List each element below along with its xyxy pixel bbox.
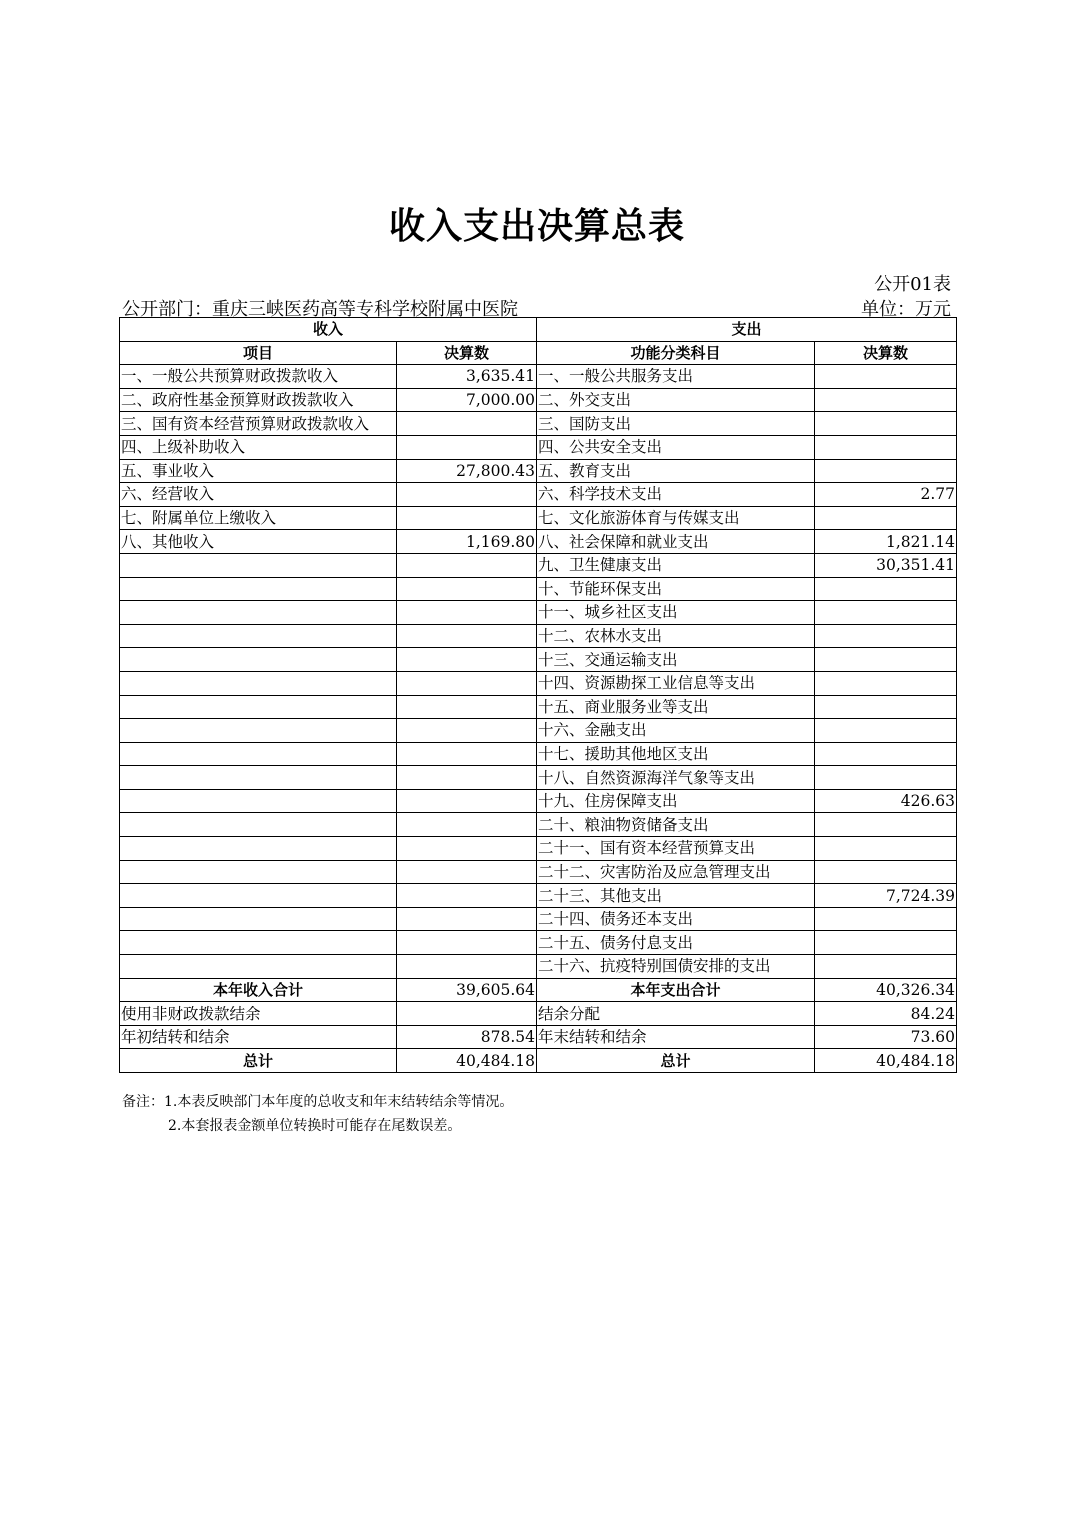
income-item-value bbox=[397, 719, 537, 743]
income-item-value bbox=[397, 648, 537, 672]
expense-item-value bbox=[815, 506, 957, 530]
income-item-label: 五、事业收入 bbox=[120, 459, 397, 483]
table-row bbox=[120, 601, 957, 625]
grand-total-value-right: 40,484.18 bbox=[815, 1049, 957, 1073]
annual-total-row bbox=[120, 978, 957, 1002]
income-item-label bbox=[120, 719, 397, 743]
begin-carryover-label: 年初结转和结余 bbox=[120, 1025, 397, 1049]
expense-item-label: 四、公共安全支出 bbox=[537, 435, 815, 459]
carryover-row bbox=[120, 1025, 957, 1049]
table-row bbox=[120, 624, 957, 648]
grand-total-row bbox=[120, 1049, 957, 1073]
table-row bbox=[120, 860, 957, 884]
table-row bbox=[120, 789, 957, 813]
expense-item-label: 十九、住房保障支出 bbox=[537, 789, 815, 813]
surplus-distribution-value: 84.24 bbox=[815, 1002, 957, 1026]
income-item-value bbox=[397, 553, 537, 577]
column-header-row bbox=[120, 341, 957, 365]
expense-item-value: 30,351.41 bbox=[815, 553, 957, 577]
expense-item-label: 九、卫生健康支出 bbox=[537, 553, 815, 577]
income-item-label bbox=[120, 884, 397, 908]
table-row bbox=[120, 435, 957, 459]
expense-item-value bbox=[815, 931, 957, 955]
expense-item-label: 十二、农林水支出 bbox=[537, 624, 815, 648]
expense-item-value bbox=[815, 695, 957, 719]
income-item-value bbox=[397, 837, 537, 861]
expense-item-value bbox=[815, 955, 957, 979]
grand-total-value-left: 40,484.18 bbox=[397, 1049, 537, 1073]
table-row bbox=[120, 766, 957, 790]
table-row bbox=[120, 671, 957, 695]
table-row bbox=[120, 813, 957, 837]
nonfiscal-row bbox=[120, 1002, 957, 1026]
expense-item-value bbox=[815, 671, 957, 695]
section-header-row bbox=[120, 318, 957, 342]
income-item-label: 七、附属单位上缴收入 bbox=[120, 506, 397, 530]
expense-item-value: 2.77 bbox=[815, 483, 957, 507]
income-item-value bbox=[397, 695, 537, 719]
income-item-label bbox=[120, 931, 397, 955]
expense-item-value bbox=[815, 412, 957, 436]
income-item-label bbox=[120, 624, 397, 648]
income-item-value bbox=[397, 860, 537, 884]
income-item-label: 八、其他收入 bbox=[120, 530, 397, 554]
income-item-label: 一、一般公共预算财政拨款收入 bbox=[120, 365, 397, 389]
income-item-label bbox=[120, 837, 397, 861]
expense-item-value bbox=[815, 601, 957, 625]
income-item-label: 二、政府性基金预算财政拨款收入 bbox=[120, 388, 397, 412]
income-item-label bbox=[120, 648, 397, 672]
expense-item-label: 十七、援助其他地区支出 bbox=[537, 742, 815, 766]
table-row bbox=[120, 742, 957, 766]
income-item-label bbox=[120, 695, 397, 719]
income-item-value bbox=[397, 671, 537, 695]
income-item-label bbox=[120, 789, 397, 813]
begin-carryover-value: 878.54 bbox=[397, 1025, 537, 1049]
table-row bbox=[120, 837, 957, 861]
income-item-value bbox=[397, 577, 537, 601]
income-item-value bbox=[397, 435, 537, 459]
category-column-header: 功能分类科目 bbox=[537, 341, 815, 365]
table-row bbox=[120, 553, 957, 577]
item-column-header: 项目 bbox=[120, 341, 397, 365]
expense-item-label: 十四、资源勘探工业信息等支出 bbox=[537, 671, 815, 695]
expense-item-value: 7,724.39 bbox=[815, 884, 957, 908]
expense-item-label: 十六、金融支出 bbox=[537, 719, 815, 743]
expense-item-label: 一、一般公共服务支出 bbox=[537, 365, 815, 389]
income-item-label: 六、经营收入 bbox=[120, 483, 397, 507]
table-row bbox=[120, 907, 957, 931]
income-total-value: 39,605.64 bbox=[397, 978, 537, 1002]
income-item-value bbox=[397, 789, 537, 813]
grand-total-label-right: 总计 bbox=[537, 1049, 815, 1073]
table-row bbox=[120, 955, 957, 979]
income-item-label bbox=[120, 766, 397, 790]
table-row bbox=[120, 412, 957, 436]
nonfiscal-value bbox=[397, 1002, 537, 1026]
income-item-label bbox=[120, 671, 397, 695]
income-item-value bbox=[397, 766, 537, 790]
income-item-value bbox=[397, 412, 537, 436]
income-item-value bbox=[397, 624, 537, 648]
income-item-value bbox=[397, 742, 537, 766]
expense-total-value: 40,326.34 bbox=[815, 978, 957, 1002]
income-item-value: 27,800.43 bbox=[397, 459, 537, 483]
income-item-value bbox=[397, 506, 537, 530]
expense-item-value bbox=[815, 837, 957, 861]
expense-item-label: 八、社会保障和就业支出 bbox=[537, 530, 815, 554]
income-item-label bbox=[120, 742, 397, 766]
income-item-label bbox=[120, 577, 397, 601]
income-item-value bbox=[397, 884, 537, 908]
expense-item-value bbox=[815, 742, 957, 766]
note-1: 备注：1.本表反映部门本年度的总收支和年末结转结余等情况。 bbox=[122, 1094, 514, 1110]
table-row bbox=[120, 577, 957, 601]
expense-item-label: 二十二、灾害防治及应急管理支出 bbox=[537, 860, 815, 884]
income-item-label bbox=[120, 601, 397, 625]
expense-item-value bbox=[815, 459, 957, 483]
income-item-value: 7,000.00 bbox=[397, 388, 537, 412]
table-row bbox=[120, 719, 957, 743]
department-label: 公开部门：重庆三峡医药高等专科学校附属中医院 bbox=[122, 299, 518, 320]
amount2-column-header: 决算数 bbox=[815, 341, 957, 365]
table-row bbox=[120, 530, 957, 554]
income-item-label bbox=[120, 553, 397, 577]
amount-column-header: 决算数 bbox=[397, 341, 537, 365]
notes bbox=[122, 1090, 513, 1138]
income-item-value: 1,169.80 bbox=[397, 530, 537, 554]
income-item-value bbox=[397, 813, 537, 837]
expense-item-value bbox=[815, 719, 957, 743]
expense-item-label: 六、科学技术支出 bbox=[537, 483, 815, 507]
income-item-value: 3,635.41 bbox=[397, 365, 537, 389]
expense-item-value: 1,821.14 bbox=[815, 530, 957, 554]
expense-item-label: 十一、城乡社区支出 bbox=[537, 601, 815, 625]
expense-item-label: 二十四、债务还本支出 bbox=[537, 907, 815, 931]
nonfiscal-label: 使用非财政拨款结余 bbox=[120, 1002, 397, 1026]
table-row bbox=[120, 648, 957, 672]
income-total-label: 本年收入合计 bbox=[120, 978, 397, 1002]
note-2: 2.本套报表金额单位转换时可能存在尾数误差。 bbox=[168, 1118, 462, 1134]
expense-item-value bbox=[815, 907, 957, 931]
income-item-value bbox=[397, 601, 537, 625]
expense-item-value bbox=[815, 388, 957, 412]
expense-item-value: 426.63 bbox=[815, 789, 957, 813]
table-row bbox=[120, 506, 957, 530]
unit-label: 单位：万元 bbox=[861, 299, 951, 320]
expense-item-value bbox=[815, 860, 957, 884]
expense-item-label: 二十五、债务付息支出 bbox=[537, 931, 815, 955]
table-row bbox=[120, 388, 957, 412]
table-row bbox=[120, 931, 957, 955]
expense-item-value bbox=[815, 435, 957, 459]
form-number: 公开01表 bbox=[874, 274, 951, 295]
income-item-label bbox=[120, 813, 397, 837]
end-carryover-value: 73.60 bbox=[815, 1025, 957, 1049]
table-row bbox=[120, 459, 957, 483]
budget-table bbox=[119, 317, 957, 1073]
expense-item-label: 二十、粮油物资储备支出 bbox=[537, 813, 815, 837]
table-row bbox=[120, 483, 957, 507]
page-title: 收入支出决算总表 bbox=[388, 206, 685, 247]
income-item-label: 四、上级补助收入 bbox=[120, 435, 397, 459]
table-row bbox=[120, 884, 957, 908]
income-item-label bbox=[120, 907, 397, 931]
expense-item-label: 三、国防支出 bbox=[537, 412, 815, 436]
expense-item-label: 五、教育支出 bbox=[537, 459, 815, 483]
income-item-value bbox=[397, 931, 537, 955]
grand-total-label-left: 总计 bbox=[120, 1049, 397, 1073]
expense-item-value bbox=[815, 365, 957, 389]
income-item-label bbox=[120, 860, 397, 884]
expense-item-label: 二、外交支出 bbox=[537, 388, 815, 412]
table-row bbox=[120, 365, 957, 389]
expense-item-label: 十、节能环保支出 bbox=[537, 577, 815, 601]
expense-total-label: 本年支出合计 bbox=[537, 978, 815, 1002]
expense-item-value bbox=[815, 813, 957, 837]
surplus-distribution-label: 结余分配 bbox=[537, 1002, 815, 1026]
expense-item-label: 十五、商业服务业等支出 bbox=[537, 695, 815, 719]
income-item-label: 三、国有资本经营预算财政拨款收入 bbox=[120, 412, 397, 436]
expense-item-value bbox=[815, 766, 957, 790]
expense-item-label: 二十六、抗疫特别国债安排的支出 bbox=[537, 955, 815, 979]
expense-item-value bbox=[815, 648, 957, 672]
expense-item-label: 十三、交通运输支出 bbox=[537, 648, 815, 672]
table-row bbox=[120, 695, 957, 719]
expense-item-value bbox=[815, 624, 957, 648]
expense-item-label: 二十三、其他支出 bbox=[537, 884, 815, 908]
income-item-label bbox=[120, 955, 397, 979]
expense-item-value bbox=[815, 577, 957, 601]
income-item-value bbox=[397, 483, 537, 507]
end-carryover-label: 年末结转和结余 bbox=[537, 1025, 815, 1049]
expense-item-label: 十八、自然资源海洋气象等支出 bbox=[537, 766, 815, 790]
income-section-header: 收入 bbox=[120, 318, 537, 342]
income-item-value bbox=[397, 955, 537, 979]
expense-item-label: 七、文化旅游体育与传媒支出 bbox=[537, 506, 815, 530]
expense-item-label: 二十一、国有资本经营预算支出 bbox=[537, 837, 815, 861]
expense-section-header: 支出 bbox=[537, 318, 957, 342]
income-item-value bbox=[397, 907, 537, 931]
